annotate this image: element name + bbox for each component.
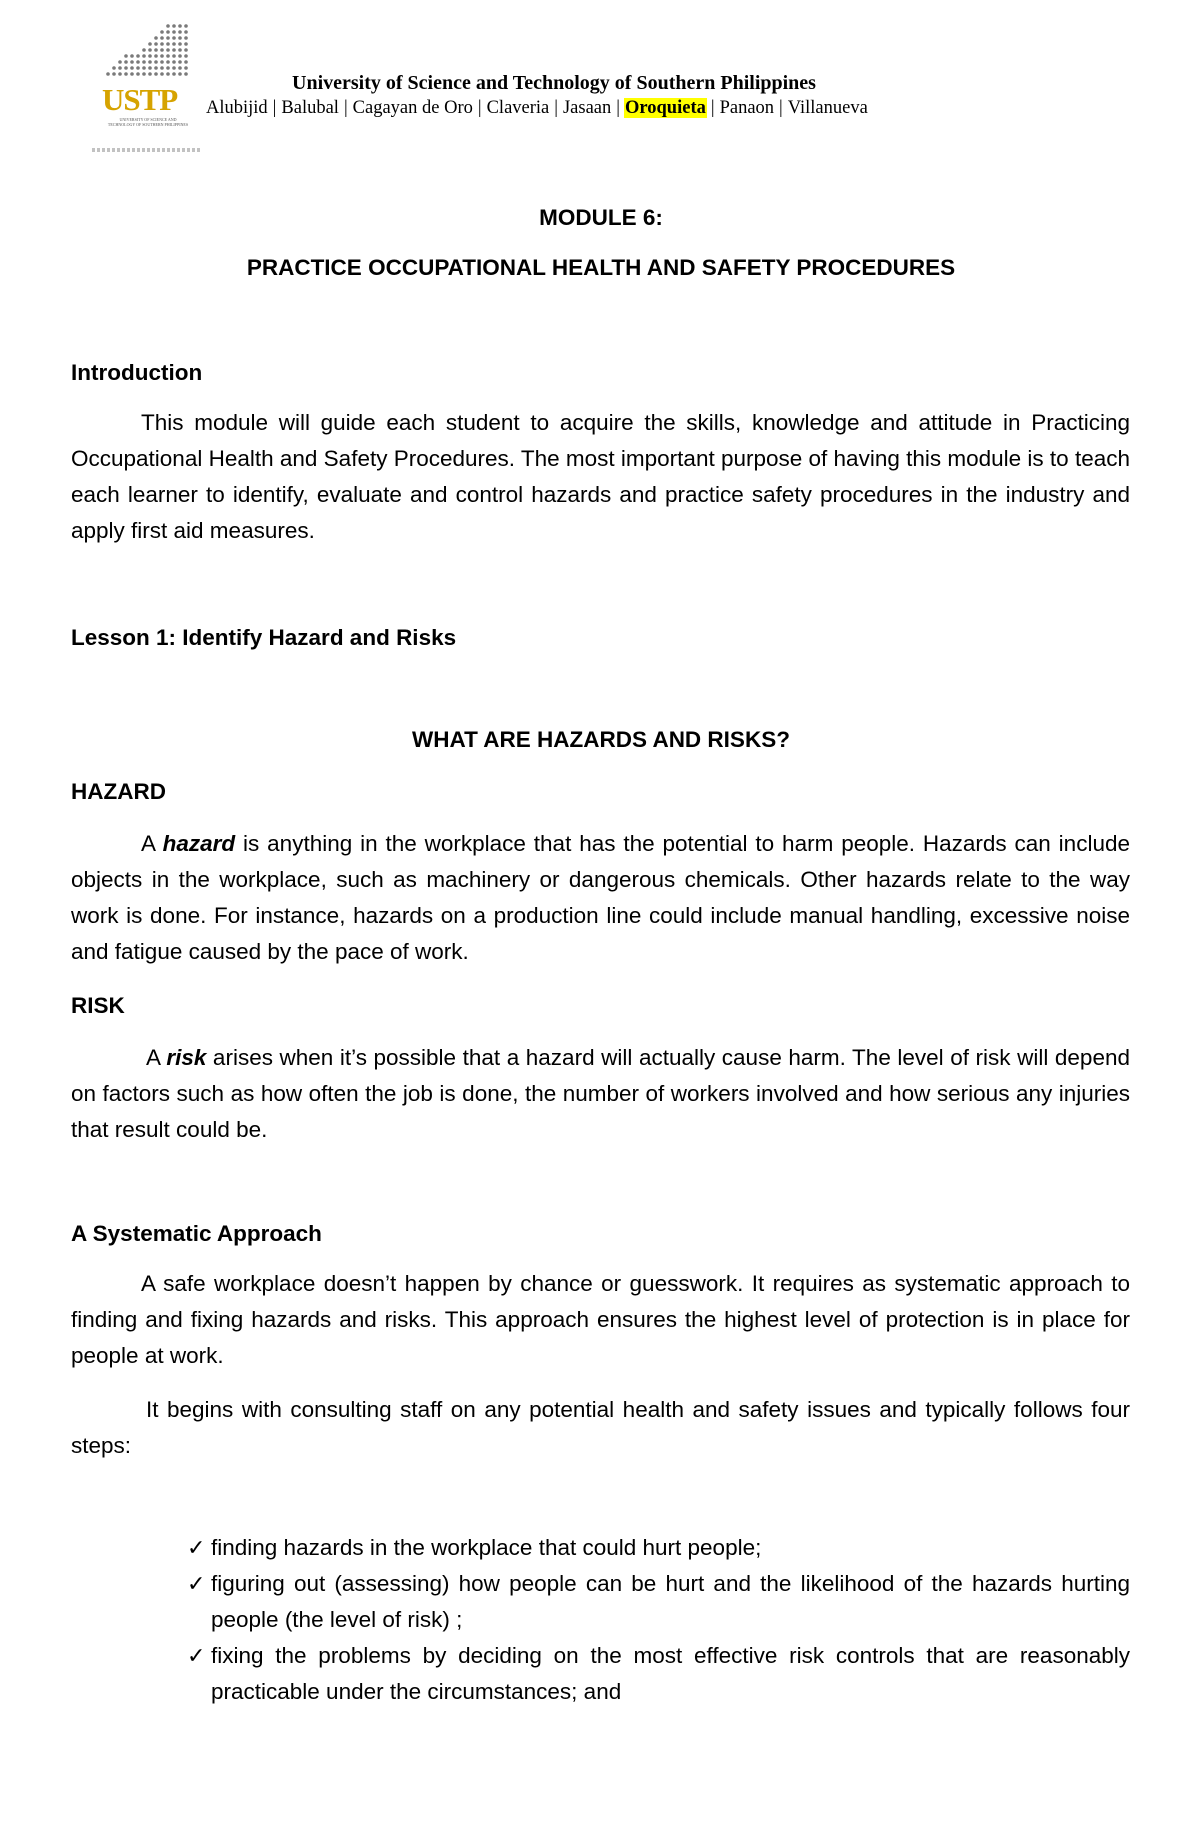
campus-cagayan-de-oro: Cagayan de Oro [352, 98, 473, 118]
module-title: PRACTICE OCCUPATIONAL HEALTH AND SAFETY PROCEDURES [246, 255, 956, 280]
campus-villanueva: Villanueva [787, 98, 868, 118]
checkmark-icon: ✓ [187, 1571, 206, 1596]
campus-alubijid: Alubijid [206, 98, 268, 118]
risk-term: risk [166, 1045, 207, 1070]
step-item [71, 1638, 1130, 1710]
campus-separator: | [272, 98, 277, 118]
risk-body: arises when it’s possible that a hazard will actually cause harm. The level of risk will depend on factors such as how often the job is done, the number of workers involved and how serious any injuries that result could be. [71, 1045, 1130, 1142]
campus-list [205, 98, 869, 119]
steps-list [71, 1530, 1130, 1710]
step-text: figuring out (assessing) how people can be hurt and the likelihood of the hazards hurting people (the level of risk) ; [211, 1571, 1130, 1632]
campus-panaon: Panaon [719, 98, 775, 118]
hazard-body: is anything in the workplace that has the potential to harm people. Hazards can include objects in the workplace, such as machinery or dangerous chemicals. Other hazards relate to the way work is done. For instance, hazards on a production line could include manual handling, excessive noise and fatigue caused by the pace of work. [71, 831, 1130, 964]
campus-claveria: Claveria [486, 98, 550, 118]
logo-text: USTP [102, 82, 178, 117]
hazard-term: hazard [162, 831, 236, 856]
systematic-paragraph-1: A safe workplace doesn’t happen by chance or guesswork. It requires as systematic approach to finding and fixing hazards and risks. This approach ensures the highest level of protection is in place for people at work. [71, 1271, 1130, 1368]
document-header [0, 0, 1200, 140]
campus-separator: | [554, 98, 558, 118]
logo-tagline-line [92, 148, 202, 152]
introduction-heading: Introduction [71, 360, 203, 385]
step-text: finding hazards in the workplace that could hurt people; [211, 1535, 762, 1560]
university-name: University of Science and Technology of Southern Philippines [292, 72, 816, 94]
ustp-logo [92, 22, 192, 134]
campus-separator: | [477, 98, 482, 118]
module-number: MODULE 6: [539, 205, 663, 230]
step-text: fixing the problems by deciding on the most effective risk controls that are reasonably practicable under the circumstances; and [211, 1643, 1130, 1704]
logo-subtext: UNIVERSITY OF SCIENCE AND TECHNOLOGY OF SOUTHERN PHILIPPINES [107, 117, 189, 127]
campus-separator: | [616, 98, 620, 118]
introduction-paragraph: This module will guide each student to acquire the skills, knowledge and attitude in Practicing Occupational Health and Safety Procedures. The most important purpose of having this module is to teach each learner to identify, evaluate and control hazards and practice safety procedures in the industry and apply first aid measures. [71, 410, 1130, 543]
campus-separator: | [343, 98, 348, 118]
systematic-paragraph-2: It begins with consulting staff on any potential health and safety issues and typically follows four steps: [71, 1397, 1130, 1458]
risk-paragraph [71, 1040, 1130, 1148]
hazard-heading: HAZARD [71, 779, 166, 804]
step-item [71, 1566, 1130, 1638]
checkmark-icon: ✓ [187, 1535, 206, 1560]
step-item [71, 1530, 1130, 1566]
campus-jasaan: Jasaan [562, 98, 612, 118]
risk-lead: A [146, 1045, 167, 1070]
campus-oroquieta: Oroquieta [625, 98, 706, 118]
campus-separator: | [710, 98, 715, 118]
checkmark-icon: ✓ [187, 1643, 206, 1668]
hazard-lead: A [141, 831, 163, 856]
lesson-heading: Lesson 1: Identify Hazard and Risks [71, 625, 457, 650]
campus-separator: | [779, 98, 783, 118]
campus-balubal: Balubal [281, 98, 339, 118]
logo-dot-pattern-icon [102, 22, 192, 82]
hazard-paragraph [71, 826, 1130, 970]
section-title: WHAT ARE HAZARDS AND RISKS? [412, 727, 790, 752]
risk-heading: RISK [71, 993, 125, 1018]
systematic-heading: A Systematic Approach [71, 1221, 322, 1246]
